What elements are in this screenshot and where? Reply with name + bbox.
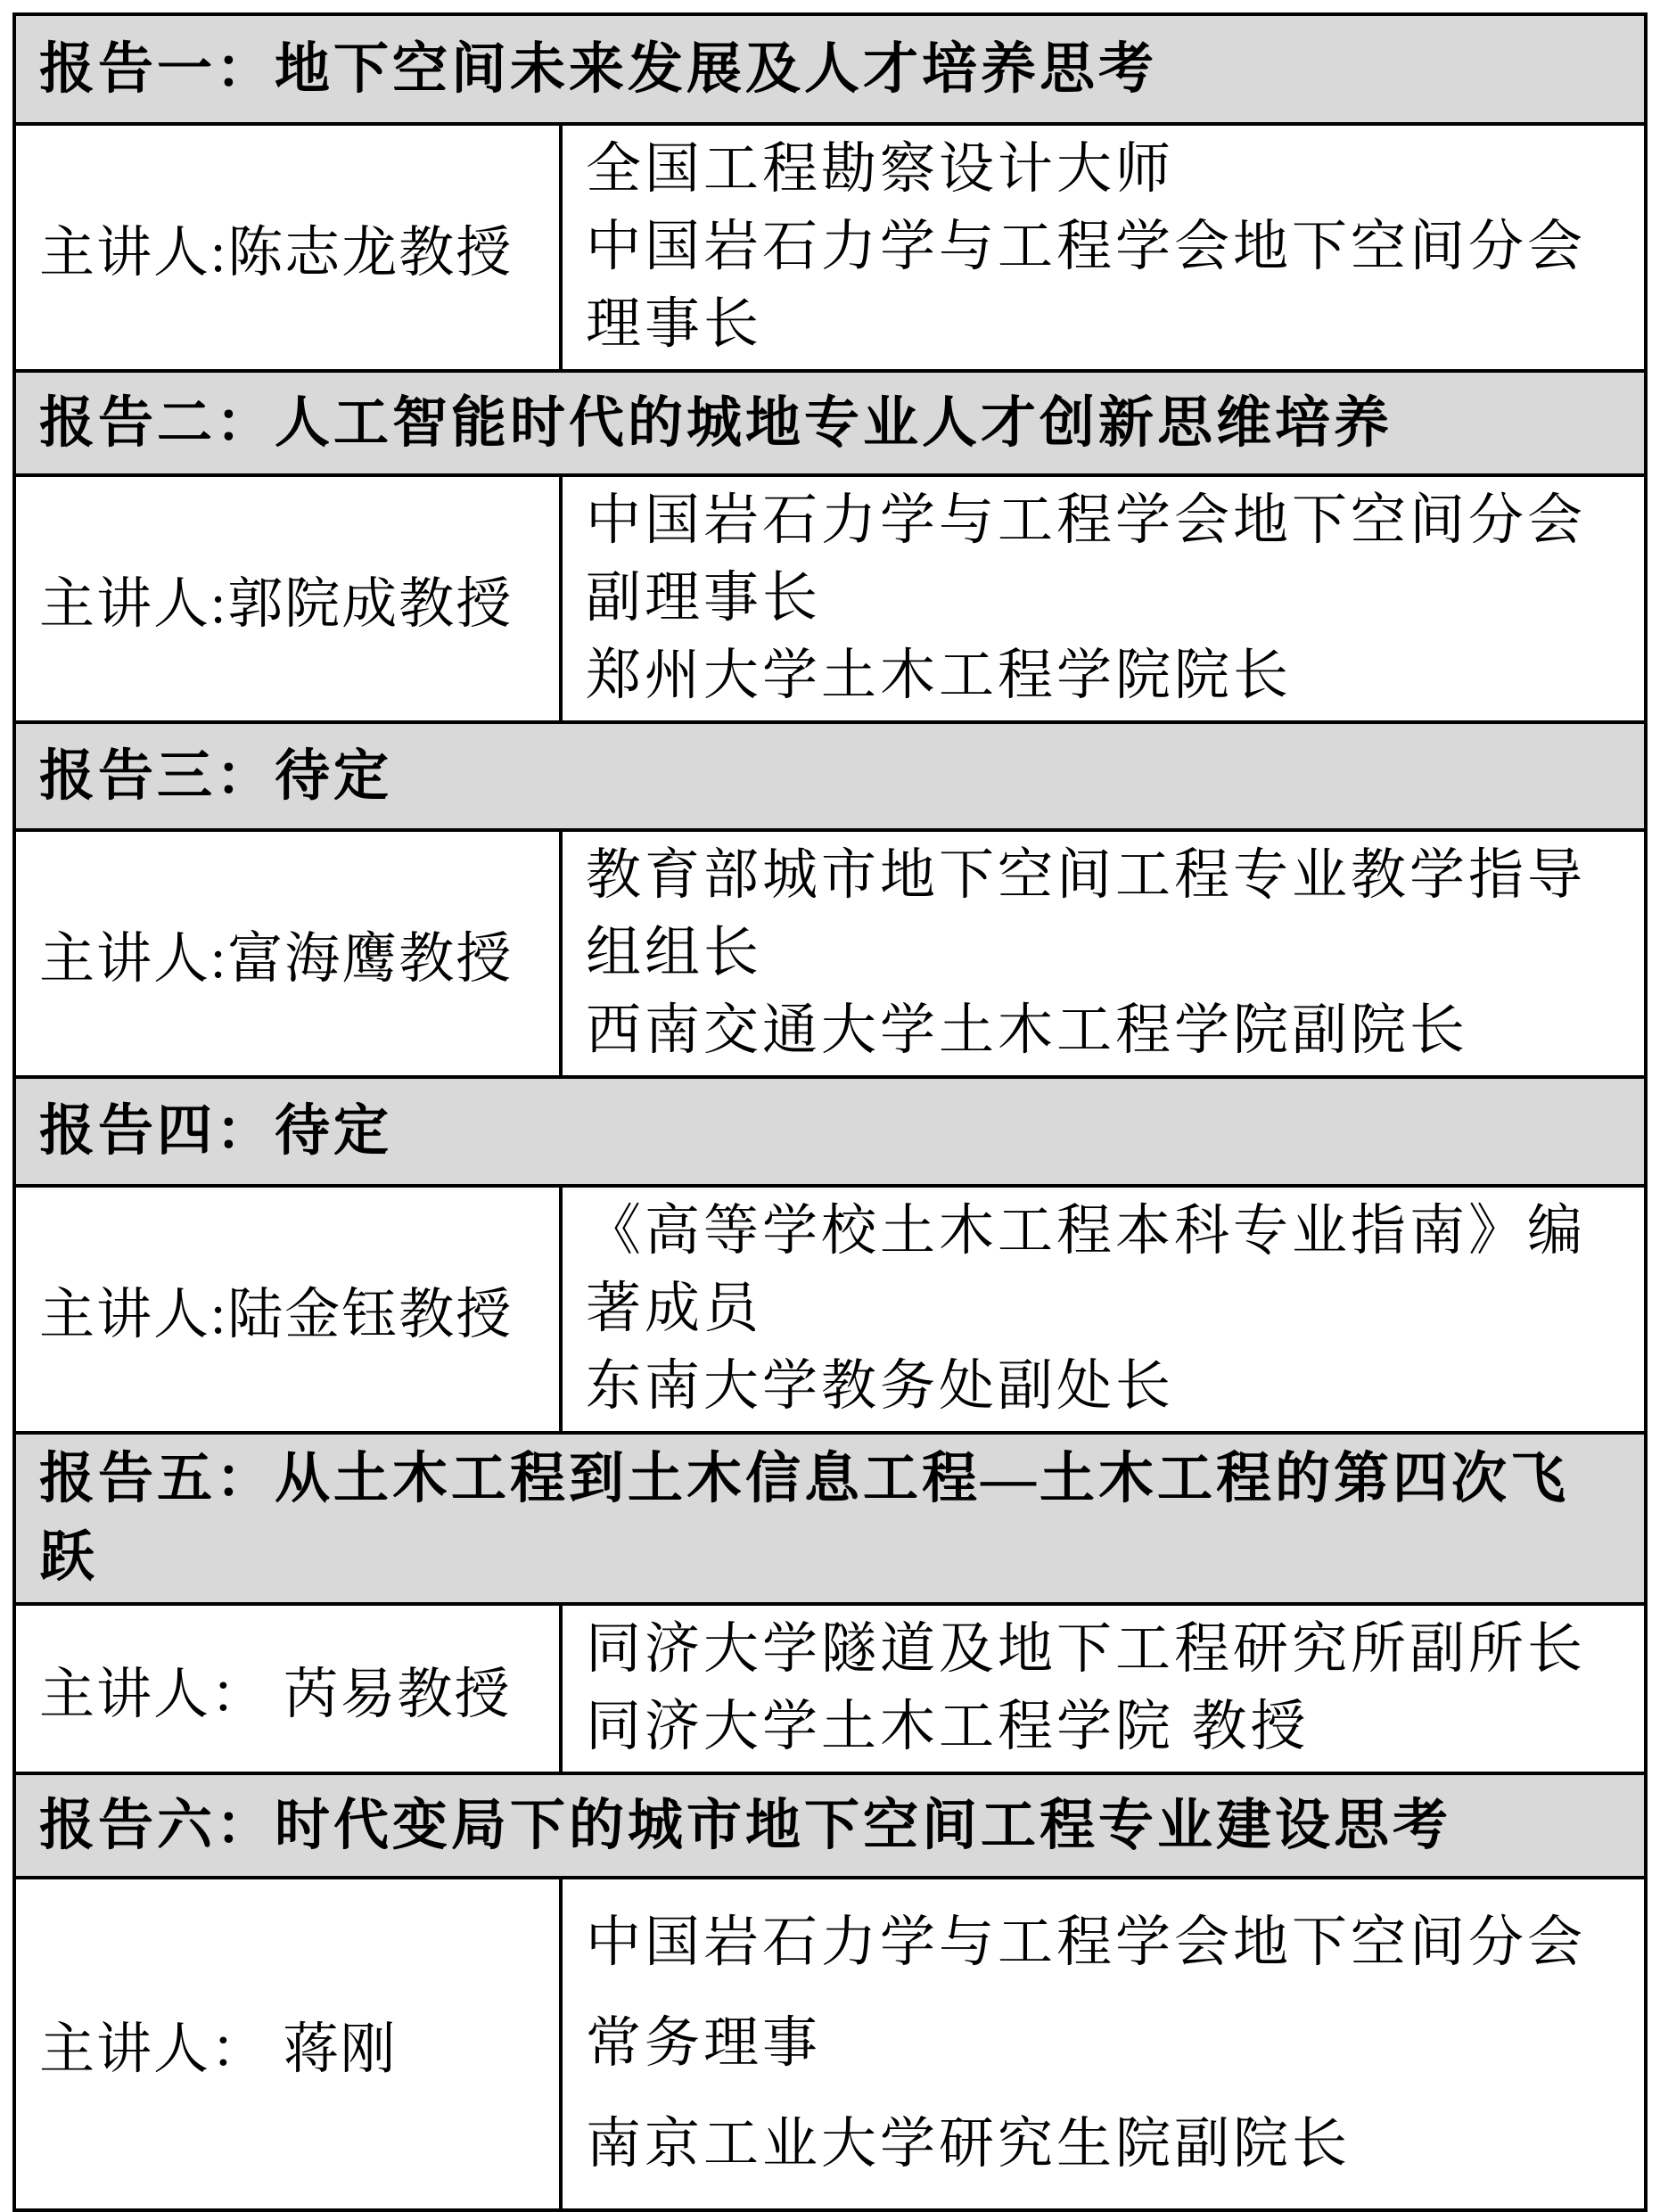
speaker-row-3 xyxy=(14,830,1646,1077)
report-header-row-6 xyxy=(14,1773,1646,1878)
credential-line: 西南交通大学土木工程学院副院长 xyxy=(586,1000,1469,1061)
speaker-cell-6: 主讲人： 蒋刚 xyxy=(14,1878,561,2210)
report-header-row-1 xyxy=(14,14,1646,124)
credentials-cell-4 xyxy=(561,1186,1646,1433)
speaker-cell-5: 主讲人： 芮易教授 xyxy=(14,1604,561,1773)
speaker-row-1 xyxy=(14,124,1646,371)
credential-line: 全国工程勘察设计大师 xyxy=(586,139,1175,200)
seminar-schedule-table xyxy=(12,12,1648,2212)
credential-line: 同济大学隧道及地下工程研究所副所长 xyxy=(586,1619,1587,1680)
credential-line: 东南大学教务处副处长 xyxy=(586,1356,1175,1417)
report-title-6: 报告六：时代变局下的城市地下空间工程专业建设思考 xyxy=(14,1773,1646,1878)
credential-line: 同济大学土木工程学院 教授 xyxy=(586,1697,1310,1757)
speaker-row-6 xyxy=(14,1878,1646,2210)
credential-line: 郑州大学土木工程学院院长 xyxy=(586,646,1293,706)
speaker-cell-3: 主讲人:富海鹰教授 xyxy=(14,830,561,1077)
credentials-cell-5 xyxy=(561,1604,1646,1773)
report-title-2: 报告二：人工智能时代的城地专业人才创新思维培养 xyxy=(14,371,1646,475)
report-header-row-2 xyxy=(14,371,1646,475)
speaker-row-5 xyxy=(14,1604,1646,1773)
report-title-4: 报告四：待定 xyxy=(14,1077,1646,1186)
credential-line: 教育部城市地下空间工程专业教学指导组组长 xyxy=(586,845,1587,983)
credential-line: 《高等学校土木工程本科专业指南》编著成员 xyxy=(586,1201,1587,1339)
credentials-cell-2 xyxy=(561,475,1646,722)
report-title-5: 报告五：从土木工程到土木信息工程—土木工程的第四次飞跃 xyxy=(14,1433,1646,1604)
report-header-row-4 xyxy=(14,1077,1646,1186)
report-title-1: 报告一：地下空间未来发展及人才培养思考 xyxy=(14,14,1646,124)
credential-line: 常务理事 xyxy=(586,2013,822,2074)
credential-line: 中国岩石力学与工程学会地下空间分会副理事长 xyxy=(586,490,1587,629)
credentials-cell-1 xyxy=(561,124,1646,371)
speaker-cell-4: 主讲人:陆金钰教授 xyxy=(14,1186,561,1433)
credentials-cell-3 xyxy=(561,830,1646,1077)
credential-line: 中国岩石力学与工程学会地下空间分会理事长 xyxy=(586,217,1587,355)
speaker-row-2 xyxy=(14,475,1646,722)
credentials-cell-6 xyxy=(561,1878,1646,2210)
credential-line: 中国岩石力学与工程学会地下空间分会 xyxy=(586,1912,1587,1973)
speaker-row-4 xyxy=(14,1186,1646,1433)
speaker-cell-2: 主讲人:郭院成教授 xyxy=(14,475,561,722)
report-header-row-5 xyxy=(14,1433,1646,1604)
credential-line: 南京工业大学研究生院副院长 xyxy=(586,2114,1352,2175)
speaker-cell-1: 主讲人:陈志龙教授 xyxy=(14,124,561,371)
report-title-3: 报告三：待定 xyxy=(14,722,1646,830)
report-header-row-3 xyxy=(14,722,1646,830)
